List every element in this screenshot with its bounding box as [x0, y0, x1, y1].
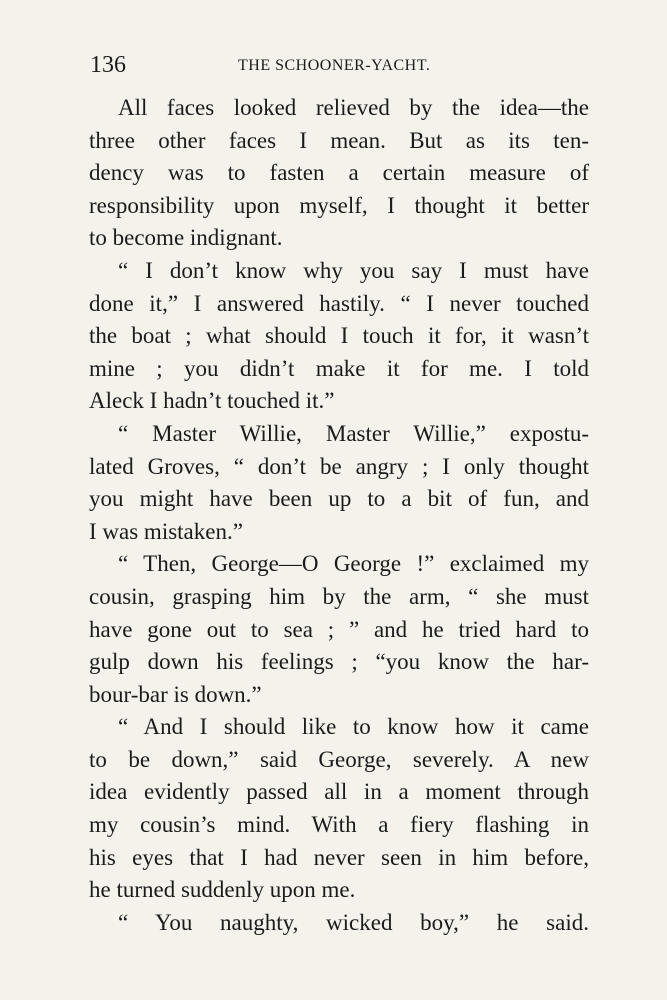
page-number: 136: [90, 52, 126, 78]
text-line: done it,” I answered hastily. “ I never touched: [89, 290, 589, 316]
text-line: have gone out to sea ; ” and he tried hard to: [89, 616, 589, 642]
text-line: Aleck I hadn’t touched it.”: [89, 388, 335, 414]
text-line: the boat ; what should I touch it for, it wasn’t: [89, 323, 589, 349]
text-line: three other faces I mean. But as its ten-: [89, 127, 589, 153]
running-head: [90, 50, 588, 80]
text-line: his eyes that I had never seen in him before,: [89, 844, 589, 870]
text-line: you might have been up to a bit of fun, and: [89, 486, 589, 512]
text-line: my cousin’s mind. With a fiery flashing in: [89, 812, 589, 838]
text-line: bour-bar is down.”: [89, 681, 262, 707]
text-line: to become indignant.: [89, 225, 283, 251]
text-line: “ You naughty, wicked boy,” he said.: [118, 909, 589, 935]
body-text: [89, 92, 589, 939]
text-line: lated Groves, “ don’t be angry ; I only thought: [89, 453, 589, 479]
text-line: to be down,” said George, severely. A new: [89, 746, 589, 772]
text-line: idea evidently passed all in a moment through: [89, 779, 589, 805]
text-line: I was mistaken.”: [89, 518, 243, 544]
text-line: mine ; you didn’t make it for me. I told: [89, 355, 589, 381]
text-line: All faces looked relieved by the idea—the: [118, 95, 589, 120]
text-line: responsibility upon myself, I thought it better: [89, 192, 589, 218]
text-line: gulp down his feelings ; “you know the har-: [89, 649, 589, 675]
text-line: “ And I should like to know how it came: [118, 714, 589, 740]
text-line: dency was to fasten a certain measure of: [89, 160, 589, 186]
text-line: “ Master Willie, Master Willie,” expostu-: [118, 420, 589, 446]
text-line: “ Then, George—O George !” exclaimed my: [118, 551, 589, 577]
text-line: cousin, grasping him by the arm, “ she must: [89, 583, 589, 609]
text-line: “ I don’t know why you say I must have: [118, 257, 589, 283]
running-title: THE SCHOONER-YACHT.: [238, 57, 431, 74]
text-line: he turned suddenly upon me.: [89, 877, 356, 903]
